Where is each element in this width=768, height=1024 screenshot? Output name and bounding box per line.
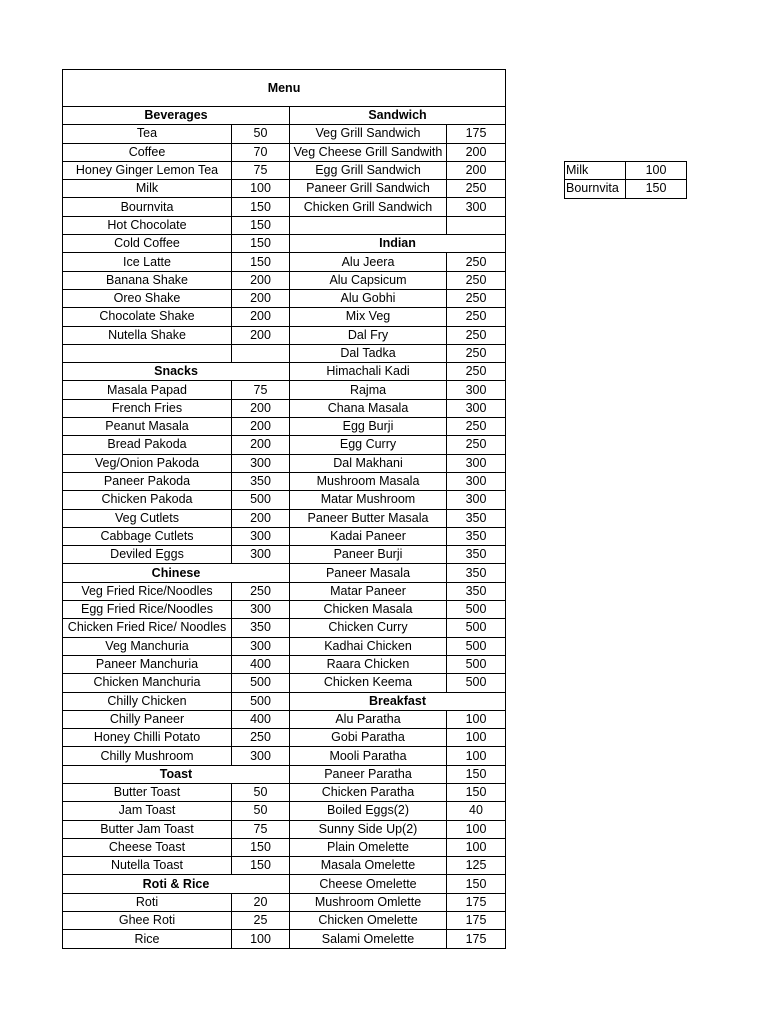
item-price: 300	[232, 601, 290, 619]
item-name: Chicken Keema	[290, 674, 447, 692]
item-name: Honey Ginger Lemon Tea	[63, 161, 232, 179]
item-name: Plain Omelette	[290, 838, 447, 856]
item-price: 75	[232, 381, 290, 399]
item-price: 250	[447, 418, 506, 436]
item-name: Boiled Eggs(2)	[290, 802, 447, 820]
item-name: Veg Grill Sandwich	[290, 125, 447, 143]
item-name: Egg Grill Sandwich	[290, 161, 447, 179]
item-name: Tea	[63, 125, 232, 143]
section-header: Chinese	[63, 564, 290, 582]
item-name: Egg Curry	[290, 436, 447, 454]
item-name: Nutella Toast	[63, 857, 232, 875]
item-price: 150	[232, 838, 290, 856]
item-name: Gobi Paratha	[290, 729, 447, 747]
item-name: Veg Manchuria	[63, 637, 232, 655]
item-name: Ice Latte	[63, 253, 232, 271]
item-price: 350	[447, 509, 506, 527]
side-row	[565, 180, 687, 198]
item-price: 200	[232, 271, 290, 289]
item-name: Raara Chicken	[290, 655, 447, 673]
item-name: Egg Fried Rice/Noodles	[63, 601, 232, 619]
item-price: 100	[232, 930, 290, 948]
item-name: Rajma	[290, 381, 447, 399]
item-name: Milk	[63, 180, 232, 198]
menu-row	[63, 472, 506, 490]
item-price	[447, 216, 506, 234]
menu-row	[63, 363, 506, 381]
item-name: Veg/Onion Pakoda	[63, 454, 232, 472]
item-price: 100	[626, 162, 687, 180]
item-name: Chicken Pakoda	[63, 491, 232, 509]
item-price: 200	[232, 418, 290, 436]
menu-row	[63, 930, 506, 948]
item-price: 150	[232, 216, 290, 234]
item-price: 350	[232, 472, 290, 490]
item-price: 50	[232, 125, 290, 143]
item-price: 25	[232, 912, 290, 930]
item-name: Chicken Grill Sandwich	[290, 198, 447, 216]
item-price: 50	[232, 802, 290, 820]
menu-row	[63, 857, 506, 875]
item-price: 500	[447, 619, 506, 637]
section-header: Indian	[290, 235, 506, 253]
item-name: Chicken Omelette	[290, 912, 447, 930]
item-name: Sunny Side Up(2)	[290, 820, 447, 838]
item-name: Peanut Masala	[63, 418, 232, 436]
menu-row	[63, 271, 506, 289]
menu-title-row	[63, 70, 506, 107]
item-price: 100	[447, 729, 506, 747]
item-price: 200	[447, 143, 506, 161]
item-price: 250	[447, 326, 506, 344]
item-price: 150	[232, 857, 290, 875]
item-price: 200	[232, 289, 290, 307]
item-price: 350	[447, 582, 506, 600]
item-price: 300	[232, 527, 290, 545]
item-price: 100	[447, 838, 506, 856]
item-price: 350	[447, 527, 506, 545]
item-price: 350	[447, 546, 506, 564]
item-name: Paneer Masala	[290, 564, 447, 582]
item-price: 100	[447, 747, 506, 765]
item-name: Hot Chocolate	[63, 216, 232, 234]
menu-row	[63, 216, 506, 234]
item-name: Chana Masala	[290, 399, 447, 417]
item-price: 250	[447, 344, 506, 362]
menu-row	[63, 674, 506, 692]
item-name: Alu Jeera	[290, 253, 447, 271]
item-name: Kadai Paneer	[290, 527, 447, 545]
item-name: Cabbage Cutlets	[63, 527, 232, 545]
item-name: Bournvita	[565, 180, 626, 198]
item-name: Himachali Kadi	[290, 363, 447, 381]
menu-row	[63, 326, 506, 344]
item-name: Cheese Toast	[63, 838, 232, 856]
item-price: 300	[232, 546, 290, 564]
item-name: Mooli Paratha	[290, 747, 447, 765]
item-name: Dal Fry	[290, 326, 447, 344]
item-name: Coffee	[63, 143, 232, 161]
item-name: Butter Jam Toast	[63, 820, 232, 838]
menu-title: Menu	[63, 70, 506, 107]
item-name: Honey Chilli Potato	[63, 729, 232, 747]
item-price: 350	[232, 619, 290, 637]
item-price: 250	[447, 253, 506, 271]
menu-body	[63, 70, 506, 949]
item-price: 300	[232, 747, 290, 765]
item-price: 175	[447, 912, 506, 930]
menu-table	[62, 69, 506, 949]
menu-row	[63, 637, 506, 655]
item-price: 300	[447, 472, 506, 490]
item-name: Ghee Roti	[63, 912, 232, 930]
item-name: Paneer Pakoda	[63, 472, 232, 490]
item-name	[290, 216, 447, 234]
item-name: Chicken Paratha	[290, 783, 447, 801]
menu-row	[63, 381, 506, 399]
item-price: 100	[232, 180, 290, 198]
menu-row	[63, 582, 506, 600]
item-name: Veg Cutlets	[63, 509, 232, 527]
item-name: Bournvita	[63, 198, 232, 216]
item-name: Butter Toast	[63, 783, 232, 801]
menu-row	[63, 619, 506, 637]
item-name: Chilly Chicken	[63, 692, 232, 710]
item-name: Masala Omelette	[290, 857, 447, 875]
item-price: 500	[447, 637, 506, 655]
item-price: 150	[447, 783, 506, 801]
item-price: 150	[447, 765, 506, 783]
item-name: Chicken Masala	[290, 601, 447, 619]
item-name: Chocolate Shake	[63, 308, 232, 326]
item-price: 20	[232, 893, 290, 911]
menu-row	[63, 838, 506, 856]
item-name: Mix Veg	[290, 308, 447, 326]
item-name: Alu Paratha	[290, 710, 447, 728]
menu-row	[63, 344, 506, 362]
item-price: 200	[232, 308, 290, 326]
menu-row	[63, 692, 506, 710]
item-price: 50	[232, 783, 290, 801]
menu-row	[63, 747, 506, 765]
item-name: Paneer Manchuria	[63, 655, 232, 673]
menu-row	[63, 418, 506, 436]
item-name: Dal Makhani	[290, 454, 447, 472]
menu-row	[63, 729, 506, 747]
item-name: Dal Tadka	[290, 344, 447, 362]
item-price: 75	[232, 161, 290, 179]
item-price: 300	[232, 454, 290, 472]
menu-row	[63, 436, 506, 454]
item-price: 250	[447, 289, 506, 307]
item-name: Chicken Fried Rice/ Noodles	[63, 619, 232, 637]
menu-row	[63, 143, 506, 161]
menu-row	[63, 765, 506, 783]
item-price: 175	[447, 893, 506, 911]
section-header: Breakfast	[290, 692, 506, 710]
item-name: Cold Coffee	[63, 235, 232, 253]
menu-row	[63, 710, 506, 728]
item-price: 300	[447, 454, 506, 472]
menu-row	[63, 454, 506, 472]
side-price-table	[564, 161, 687, 199]
section-header: Beverages	[63, 107, 290, 125]
item-price: 400	[232, 710, 290, 728]
menu-row	[63, 893, 506, 911]
item-name: Paneer Grill Sandwich	[290, 180, 447, 198]
item-price	[232, 344, 290, 362]
menu-row	[63, 107, 506, 125]
item-price: 200	[232, 509, 290, 527]
item-name: French Fries	[63, 399, 232, 417]
item-name: Chicken Curry	[290, 619, 447, 637]
menu-row	[63, 509, 506, 527]
item-price: 250	[447, 308, 506, 326]
item-price: 150	[232, 235, 290, 253]
item-name: Milk	[565, 162, 626, 180]
item-price: 350	[447, 564, 506, 582]
item-price: 250	[447, 436, 506, 454]
item-price: 200	[232, 399, 290, 417]
item-name: Rice	[63, 930, 232, 948]
item-name: Veg Cheese Grill Sandwith	[290, 143, 447, 161]
item-name: Nutella Shake	[63, 326, 232, 344]
item-name: Paneer Paratha	[290, 765, 447, 783]
item-price: 70	[232, 143, 290, 161]
menu-row	[63, 308, 506, 326]
menu-row	[63, 198, 506, 216]
menu-row	[63, 601, 506, 619]
item-name: Roti	[63, 893, 232, 911]
item-name: Banana Shake	[63, 271, 232, 289]
item-price: 200	[232, 326, 290, 344]
item-price: 40	[447, 802, 506, 820]
menu-row	[63, 235, 506, 253]
section-header: Sandwich	[290, 107, 506, 125]
item-name	[63, 344, 232, 362]
item-price: 300	[232, 637, 290, 655]
item-price: 250	[447, 180, 506, 198]
item-price: 150	[232, 198, 290, 216]
item-price: 300	[447, 399, 506, 417]
menu-row	[63, 161, 506, 179]
item-price: 200	[232, 436, 290, 454]
item-price: 100	[447, 710, 506, 728]
item-name: Deviled Eggs	[63, 546, 232, 564]
item-price: 100	[447, 820, 506, 838]
item-name: Egg Burji	[290, 418, 447, 436]
item-name: Matar Mushroom	[290, 491, 447, 509]
menu-row	[63, 180, 506, 198]
item-name: Salami Omelette	[290, 930, 447, 948]
item-price: 175	[447, 125, 506, 143]
menu-row	[63, 783, 506, 801]
menu-row	[63, 875, 506, 893]
section-header: Roti & Rice	[63, 875, 290, 893]
item-price: 150	[626, 180, 687, 198]
item-price: 500	[447, 655, 506, 673]
item-name: Veg Fried Rice/Noodles	[63, 582, 232, 600]
item-price: 125	[447, 857, 506, 875]
item-price: 500	[232, 692, 290, 710]
side-price-body	[565, 162, 687, 199]
item-price: 75	[232, 820, 290, 838]
item-price: 200	[447, 161, 506, 179]
section-header: Toast	[63, 765, 290, 783]
menu-row	[63, 527, 506, 545]
item-name: Matar Paneer	[290, 582, 447, 600]
item-name: Mushroom Omlette	[290, 893, 447, 911]
item-name: Oreo Shake	[63, 289, 232, 307]
menu-row	[63, 655, 506, 673]
item-name: Cheese Omelette	[290, 875, 447, 893]
menu-row	[63, 289, 506, 307]
item-price: 150	[447, 875, 506, 893]
item-name: Mushroom Masala	[290, 472, 447, 490]
item-price: 250	[447, 271, 506, 289]
item-name: Bread Pakoda	[63, 436, 232, 454]
item-name: Kadhai Chicken	[290, 637, 447, 655]
item-price: 500	[447, 601, 506, 619]
item-price: 175	[447, 930, 506, 948]
item-price: 500	[232, 674, 290, 692]
item-price: 400	[232, 655, 290, 673]
item-name: Alu Gobhi	[290, 289, 447, 307]
item-price: 250	[447, 363, 506, 381]
item-name: Chilly Mushroom	[63, 747, 232, 765]
menu-row	[63, 399, 506, 417]
item-price: 300	[447, 491, 506, 509]
menu-row	[63, 546, 506, 564]
item-name: Paneer Butter Masala	[290, 509, 447, 527]
item-name: Chicken Manchuria	[63, 674, 232, 692]
menu-row	[63, 125, 506, 143]
menu-row	[63, 491, 506, 509]
item-name: Masala Papad	[63, 381, 232, 399]
menu-row	[63, 253, 506, 271]
side-row	[565, 162, 687, 180]
menu-row	[63, 820, 506, 838]
item-name: Paneer Burji	[290, 546, 447, 564]
item-price: 300	[447, 198, 506, 216]
item-name: Chilly Paneer	[63, 710, 232, 728]
menu-row	[63, 912, 506, 930]
item-price: 300	[447, 381, 506, 399]
item-price: 150	[232, 253, 290, 271]
item-name: Jam Toast	[63, 802, 232, 820]
item-name: Alu Capsicum	[290, 271, 447, 289]
item-price: 500	[447, 674, 506, 692]
section-header: Snacks	[63, 363, 290, 381]
item-price: 500	[232, 491, 290, 509]
item-price: 250	[232, 729, 290, 747]
item-price: 250	[232, 582, 290, 600]
menu-row	[63, 564, 506, 582]
menu-row	[63, 802, 506, 820]
